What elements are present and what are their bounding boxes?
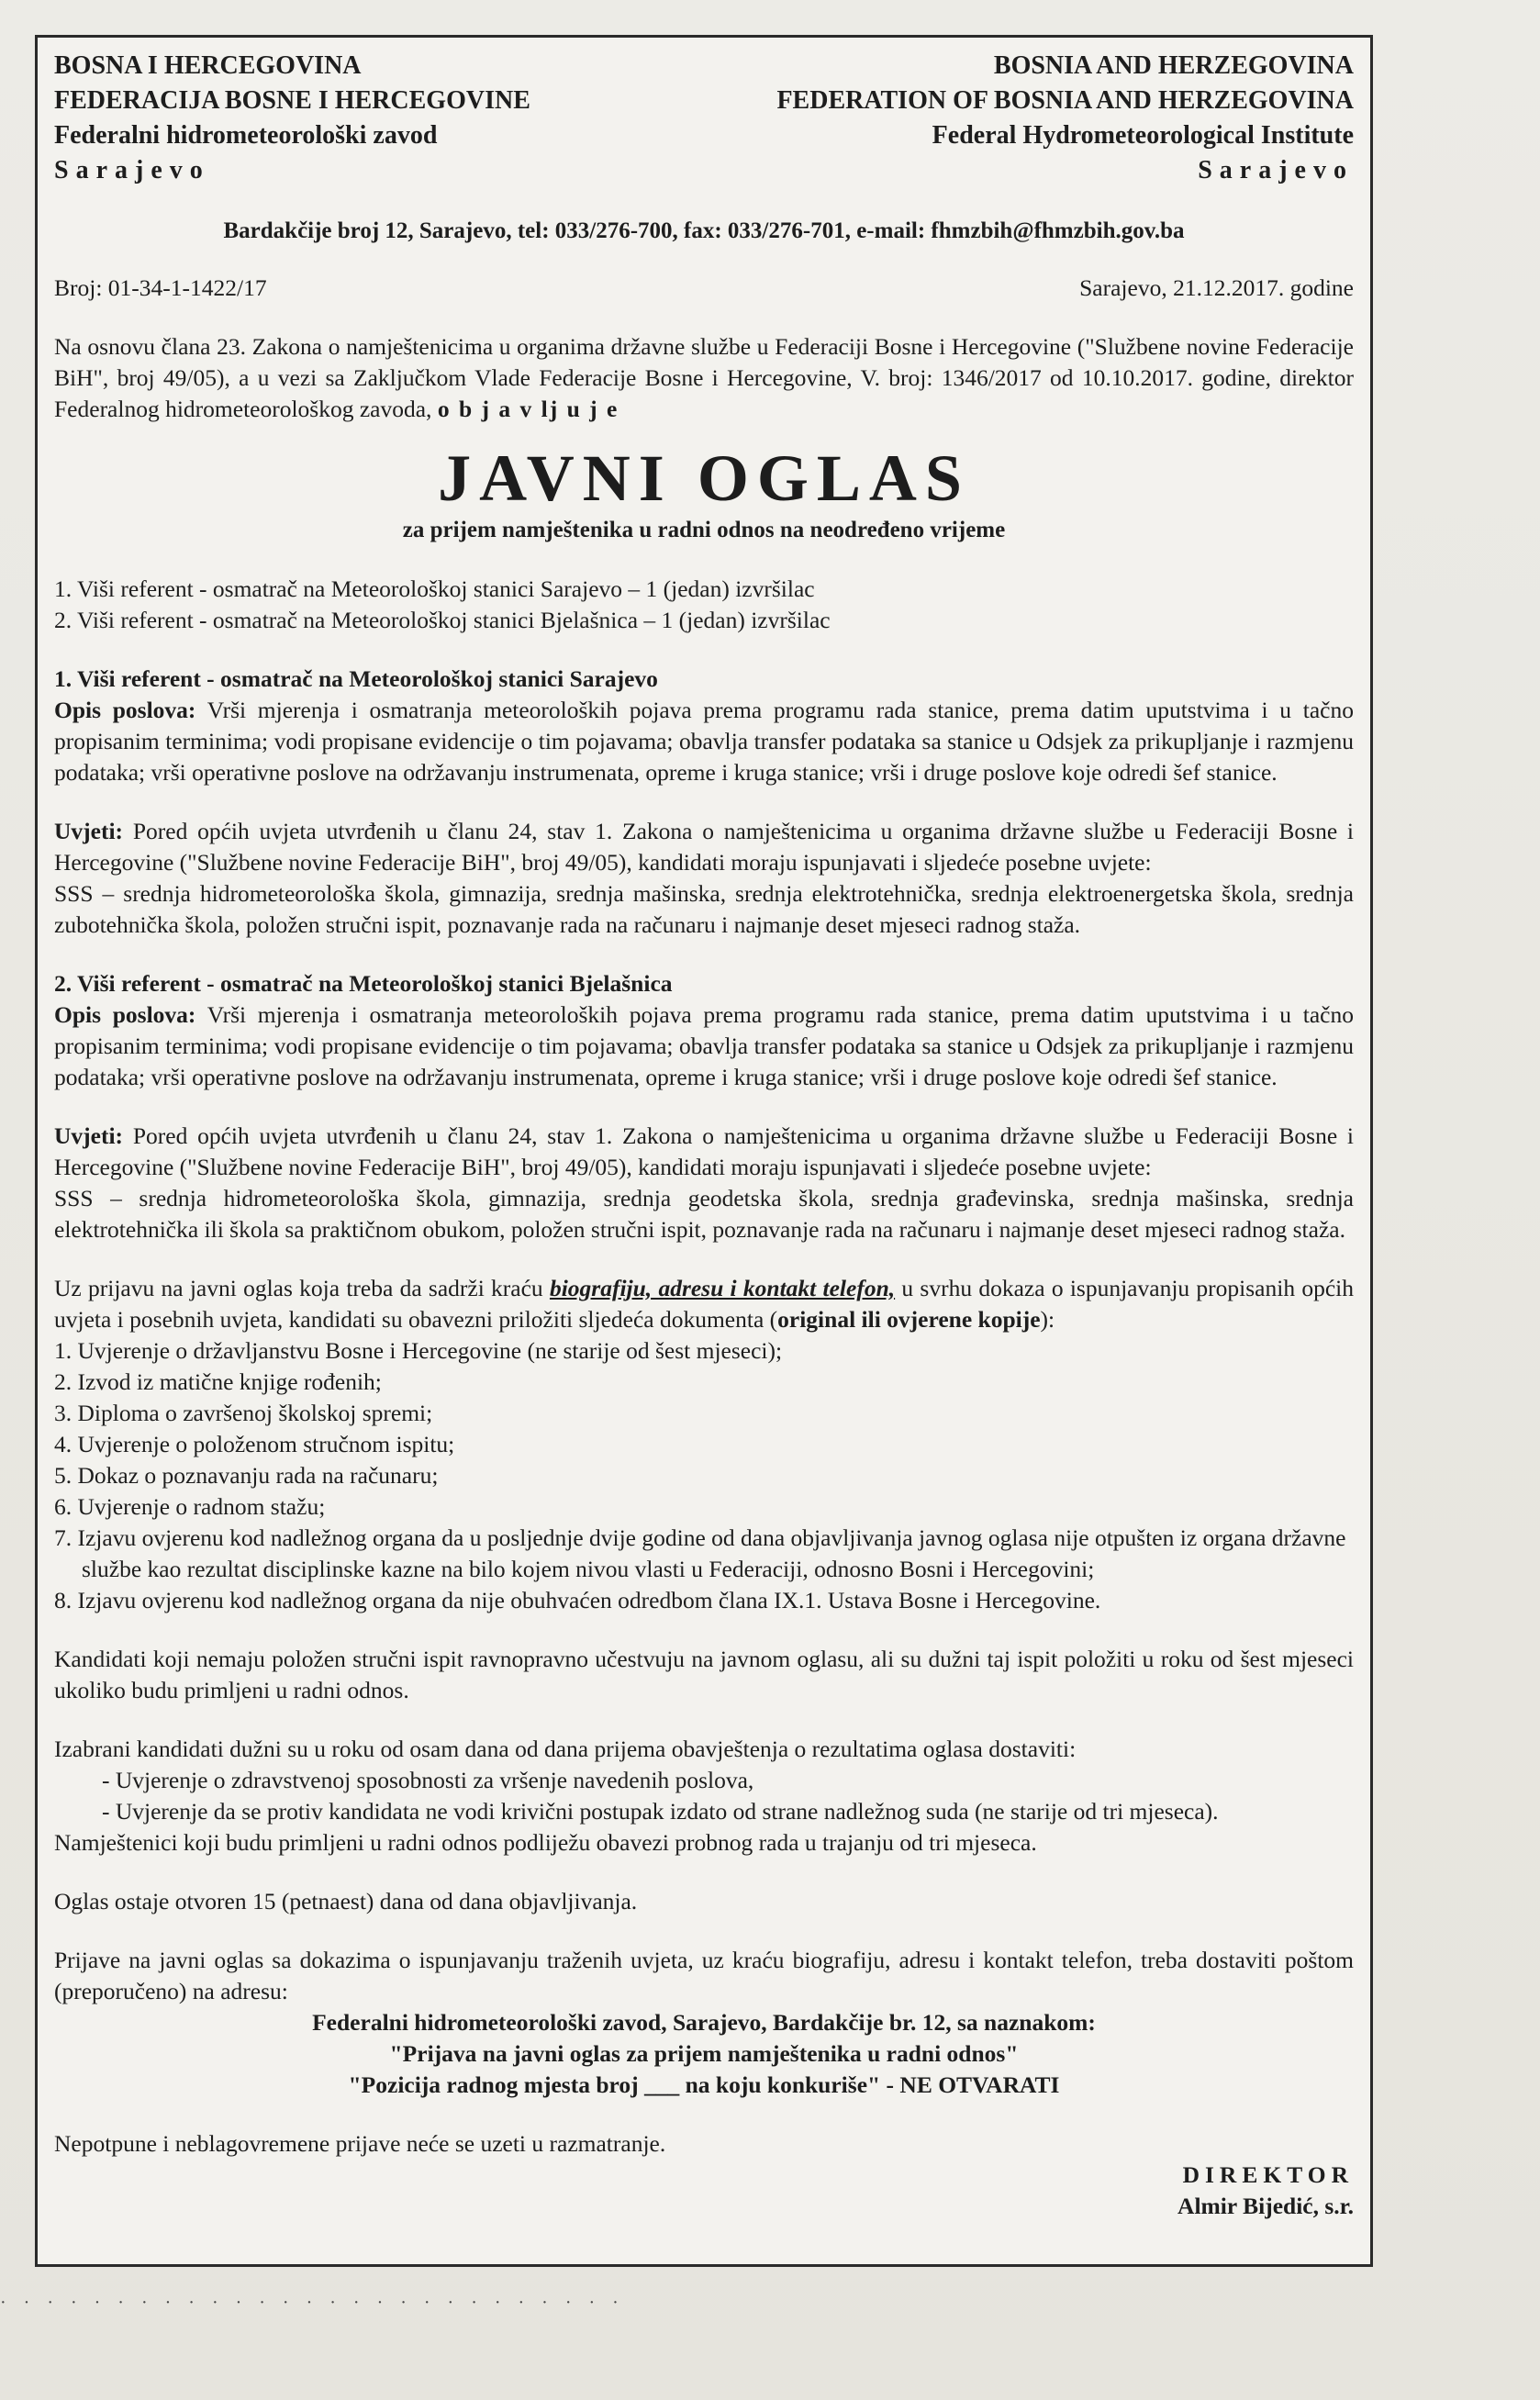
signature-block	[54, 2160, 1354, 2222]
probation-note: Namještenici koji budu primljeni u radni odnos podliježu obavezi probnog rada u trajanju od tri mjeseca.	[54, 1829, 1037, 1856]
documents-original-note: original ili ovjerene kopije	[777, 1306, 1041, 1333]
federation-name-en: FEDERATION OF BOSNIA AND HERZEGOVINA	[776, 86, 1354, 115]
document-item: 1. Uvjerenje o državljanstvu Bosne i Hercegovine (ne starije od šest mjeseci);	[54, 1337, 783, 1364]
signatory-role: DIREKTOR	[1182, 2161, 1354, 2188]
job-description-label: Opis poslova:	[54, 1001, 196, 1028]
city-en: Sarajevo	[1198, 156, 1354, 184]
requirements-text: Pored općih uvjeta utvrđenih u članu 24, stav 1. Zakona o namještenicima u organima državne službe u Federaciji Bosne i Hercegovine ("Službene novine Federacije BiH", broj 49/05), kandidati moraju ispunjavati i sljedeće posebne uvjete:	[54, 1122, 1354, 1180]
section-heading: 1. Viši referent - osmatrač na Meteorološkoj stanici Sarajevo	[54, 665, 658, 692]
document-date: Sarajevo, 21.12.2017. godine	[1079, 274, 1354, 301]
incomplete-note: Nepotpune i neblagovremene prijave neće se uzeti u razmatranje.	[54, 2130, 666, 2157]
education-requirements: SSS – srednja hidrometeorološka škola, gimnazija, srednja mašinska, srednja elektrotehnička, srednja elektroenergetska škola, srednja zubotehnička škola, položen stručni ispit, poznavanje rada na računaru i najmanje deset mjeseci radnog staža.	[54, 880, 1354, 938]
documents-intro	[54, 1273, 1354, 1335]
position-item: 2. Viši referent - osmatrač na Meteorološkoj stanici Bjelašnica – 1 (jedan) izvršilac	[54, 607, 831, 633]
country-name-en: BOSNIA AND HERZEGOVINA	[993, 51, 1354, 80]
selected-item: - Uvjerenje o zdravstvenoj sposobnosti za vršenje navedenih poslova,	[102, 1767, 754, 1793]
print-speckle: · · · · · · · · · · · · · · · · · · · · · · · · · · ·	[0, 2293, 625, 2313]
document-item: 4. Uvjerenje o položenom stručnom ispitu;	[54, 1431, 455, 1457]
submission-instructions: Prijave na javni oglas sa dokazima o ispunjavanju traženih uvjeta, uz kraću biografiju, adresu i kontakt telefon, treba dostaviti poštom (preporučeno) na adresu:	[54, 1947, 1354, 2004]
job-description-label: Opis poslova:	[54, 697, 196, 723]
intro-verb: o b j a v lj u j e	[437, 396, 619, 422]
position-item: 1. Viši referent - osmatrač na Meteorološkoj stanici Sarajevo – 1 (jedan) izvršilac	[54, 575, 815, 602]
notice-subtitle: za prijem namještenika u radni odnos na neodređeno vrijeme	[402, 518, 1006, 542]
reference-number: Broj: 01-34-1-1422/17	[54, 274, 267, 301]
requirements-label: Uvjeti:	[54, 818, 124, 844]
document-item: 6. Uvjerenje o radnom stažu;	[54, 1493, 326, 1520]
section-bjelasnica	[54, 968, 1354, 1245]
document-item: 2. Izvod iz matične knjige rođenih;	[54, 1368, 382, 1395]
address-line: "Pozicija radnog mjesta broj ___ na koju konkuriše" - NE OTVARATI	[348, 2071, 1060, 2098]
country-name-bs: BOSNA I HERCEGOVINA	[54, 51, 362, 80]
requirements-label: Uvjeti:	[54, 1122, 124, 1149]
document-item: 7. Izjavu ovjerenu kod nadležnog organa da u posljednje dvije godine od dana objavljivanja javnog oglasa nije otpušten iz organa državne službe kao rezultat disciplinske kazne na bilo kojem nivou vlasti u Federaciji, odnosno Bosni i Hercegovini;	[54, 1524, 1346, 1582]
positions-list	[54, 574, 1354, 636]
postal-address	[54, 2007, 1354, 2101]
section-heading: 2. Viši referent - osmatrač na Meteorološkoj stanici Bjelašnica	[54, 970, 673, 997]
selected-item: - Uvjerenje da se protiv kandidata ne vodi krivični postupak izdato od strane nadležnog suda (ne starije od tri mjeseca).	[102, 1798, 1219, 1825]
institute-name-bs: Federalni hidrometeorološki zavod	[54, 121, 438, 150]
document-item: 8. Izjavu ovjerenu kod nadležnog organa da nije obuhvaćen odredbom člana IX.1. Ustava Bosne i Hercegovine.	[54, 1587, 1101, 1613]
intro-text: Na osnovu člana 23. Zakona o namještenicima u organima državne službe u Federaciji Bosne i Hercegovine ("Službene novine Federacije BiH", broj 49/05), a u vezi sa Zaključkom Vlade Federacije Bosne i Hercegovine, V. broj: 1346/2017 od 10.10.2017. godine, direktor Federalnog hidrometeorološkog zavoda,	[54, 333, 1354, 422]
documents-intro-emphasis: biografiju, adresu i kontakt telefon,	[549, 1275, 896, 1301]
documents-intro-text: Uz prijavu na javni oglas koja treba da sadrži kraću	[54, 1275, 543, 1301]
job-description	[54, 695, 1354, 788]
institute-name-en: Federal Hydrometeorological Institute	[932, 121, 1354, 150]
city-bs: Sarajevo	[54, 156, 210, 184]
public-notice	[35, 35, 1373, 2267]
required-documents	[54, 1273, 1354, 1616]
requirements	[54, 1121, 1354, 1183]
signatory-name: Almir Bijedić, s.r.	[1177, 2193, 1354, 2219]
documents-list	[54, 1335, 1354, 1616]
job-description-text: Vrši mjerenja i osmatranja meteoroloških pojava prema programu rada stanice, prema datim uputstvima i u tačno propisanim terminima; vodi propisane evidencije o tim pojavama; obavlja transfer podataka sa stanice u Odsjek za prikupljanje i razmjenu podataka; vrši operativne poslove na održavanju instrumenata, opreme i kruga stanice; vrši i druge poslove koje odredi šef stanice.	[54, 697, 1354, 786]
address-line: Federalni hidrometeorološki zavod, Sarajevo, Bardakčije br. 12, sa naznakom:	[312, 2009, 1096, 2036]
notice-title: JAVNI OGLAS	[438, 441, 970, 515]
exam-note: Kandidati koji nemaju položen stručni ispit ravnopravno učestvuju na javnom oglasu, ali su dužni taj ispit položiti u roku od šest mjeseci ukoliko budu primljeni u radni odnos.	[54, 1646, 1354, 1703]
intro-paragraph	[54, 331, 1354, 425]
documents-intro-text: u svrhu dokaza o ispunjavanju propisanih općih uvjeta i posebnih uvjeta, kandidati su obavezni priložiti sljedeća dokumenta (	[54, 1275, 1354, 1333]
document-item: 3. Diploma o završenoj školskoj spremi;	[54, 1400, 433, 1426]
letterhead-right	[776, 49, 1354, 188]
selected-candidates	[54, 1734, 1354, 1859]
job-description-text: Vrši mjerenja i osmatranja meteoroloških pojava prema programu rada stanice, prema datim uputstvima i u tačno propisanim terminima; vodi propisane evidencije o tim pojavama; obavlja transfer podataka sa stanice u Odsjek za prikupljanje i razmjenu podataka; vrši operativne poslove na održavanju instrumenata, opreme i kruga stanice; vrši i druge poslove koje odredi šef stanice.	[54, 1001, 1354, 1090]
letterhead-left	[54, 49, 530, 188]
federation-name-bs: FEDERACIJA BOSNE I HERCEGOVINE	[54, 86, 530, 115]
document-item: 5. Dokaz o poznavanju rada na računaru;	[54, 1462, 439, 1489]
contact-line: Bardakčije broj 12, Sarajevo, tel: 033/276-700, fax: 033/276-701, e-mail: fhmzbih@fhmzbih.gov.ba	[223, 218, 1185, 243]
documents-intro-text: ):	[1040, 1306, 1055, 1333]
requirements-text: Pored općih uvjeta utvrđenih u članu 24, stav 1. Zakona o namještenicima u organima državne službe u Federaciji Bosne i Hercegovine ("Službene novine Federacije BiH", broj 49/05), kandidati moraju ispunjavati i sljedeće posebne uvjete:	[54, 818, 1354, 876]
address-line: "Prijava na javni oglas za prijem namještenika u radni odnos"	[389, 2040, 1019, 2067]
job-description	[54, 999, 1354, 1093]
education-requirements: SSS – srednja hidrometeorološka škola, gimnazija, srednja geodetska škola, srednja građevinska, srednja mašinska, srednja elektrotehnička ili škola sa praktičnom obukom, položen stručni ispit, poznavanje rada na računaru i najmanje deset mjeseci radnog staža.	[54, 1185, 1354, 1243]
letterhead	[54, 49, 1354, 188]
open-period: Oglas ostaje otvoren 15 (petnaest) dana od dana objavljivanja.	[54, 1888, 638, 1914]
selected-intro: Izabrani kandidati dužni su u roku od osam dana od dana prijema obavještenja o rezultatima oglasa dostaviti:	[54, 1736, 1077, 1762]
reference-row	[54, 273, 1354, 304]
section-sarajevo	[54, 664, 1354, 941]
requirements	[54, 816, 1354, 878]
